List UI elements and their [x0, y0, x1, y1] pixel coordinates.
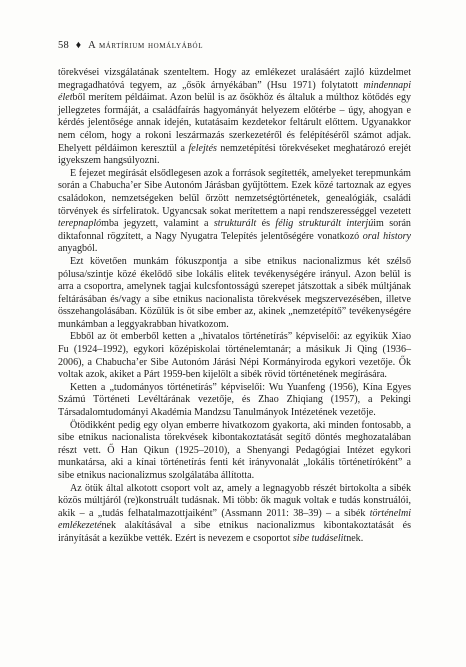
text-run: E fejezet megírását elsődlegesen azok a források segítették, amelyeket terepmunkám során a Chabucha’er Sibe Autonóm Járásban gyűjtöttem. Ezek közé tartoznak az egyes családokon, nemzetségeken belül őrzött nemzetségtörténetek, genealógiák, családi törvények és sírfeliratok. Ugyancsak sokat merítettem a napi rendszerességgel vezetett — [58, 167, 411, 217]
body-text — [58, 67, 411, 546]
text-run: Ezt követően munkám fókuszpontja a sibe etnikus nacionalizmus két szélső pólusa/szintje közé ékelődő sibe lokális elitek tevékenységére irányul. Azon belül is arra a csoportra, amelynek tagjai kulcsfontosságú szerepet játszottak a sibék múltjának feltárásában és/vagy a sibe etnikus nacionalista törekvések megszervezésében, illetve összehangolásában. Közülük is öt sibe ember az, akinek „nemzetépítő” tevékenységére munkámban a leggyakrabban hivatkozom. — [58, 255, 411, 330]
italic-text: sibe tudáselit — [292, 532, 347, 544]
text-run: és — [256, 218, 276, 230]
paragraph — [58, 420, 411, 483]
text-run: nek alakításával a sibe etnikus nacionalizmus kibontakoztatását és irányítását a kezükbe vették. Ezért is nevezem e csoportot — [58, 520, 411, 544]
italic-text: terepnapló — [58, 218, 102, 230]
running-title: A mártírium homályából — [88, 40, 204, 51]
text-run: Az ötük által alkotott csoport volt az, amely a legnagyobb részét birtokolta a sibék közös múltjáról (re)konstruált tudásnak. Mi több: ők maguk voltak e tudás konstruálói, akik – a „tudás felhatalmazottjaiként” (Assmann 2011: 38–39) – a sibék — [58, 482, 411, 519]
text-run: nemzetépítési törekvéseket meghatározó erejét igyekszem hangsúlyozni. — [58, 142, 411, 167]
paragraph — [58, 331, 411, 381]
text-run: anyagból. — [58, 243, 98, 255]
text-run: nek. — [346, 532, 364, 544]
text-run: mba jegyzett, valamint a — [101, 218, 214, 230]
paragraph — [58, 483, 411, 546]
text-run: ből merítem példáimat. Azon belül is az ősökhöz és általuk a múlthoz kötődés egy jellegzetes formáját, a családfaírás hagyományát helyezem előtérbe – úgy, ahogyan e kérdés jelentősége annak idején, kutatásaim kezdetekor feltárult előttem. Ugyanakkor nem célom, hogy a rokoni leszármazás szerkezetéről és felépítéséről számot adjak. Ehelyett példáimon keresztül a — [58, 92, 411, 154]
text-run: Ötödikként pedig egy olyan emberre hivatkozom gyakorta, aki minden fontosabb, a sibe etnikus nacionalista törekvések kibontakoztatását segítő döntés meghozatalában részt vett. Ő Han Qikun (1925–2010), a Shenyangi Pedagógiai Intézet egykori munkatársa, aki a kínai történetírás fenti két irányvonalát „lokális történetíróként” a sibe etnikus nacionalizmus szolgálatába állította. — [58, 419, 411, 481]
paragraph — [58, 168, 411, 256]
italic-text: történelmi emlékezeté — [58, 507, 411, 532]
running-header — [58, 40, 203, 51]
paragraph — [58, 256, 411, 332]
text-run: Ketten a „tudományos történetírás” képviselői: Wu Yuanfeng (1956), Kína Egyes Számú Történeti Levéltárának vezetője, és Zhao Zhiqiang (1957), a Pekingi Társadalomtudományi Akadémia Mandzsu Tanulmányok Intézetének vezetője. — [58, 381, 411, 419]
italic-text: strukturált — [213, 218, 257, 230]
paragraph — [58, 382, 411, 420]
paragraph — [58, 67, 411, 168]
text-run: im során diktafonnal rögzített, a Nagy Nyugatra Telepítés jelentőségére vonatkozó — [58, 218, 411, 242]
diamond-separator-icon: ♦ — [75, 40, 82, 51]
italic-text: mindennapi élet — [58, 79, 411, 104]
italic-text: felejtés — [188, 142, 217, 154]
page-number: 58 — [58, 40, 69, 51]
italic-text: félig strukturált interjú — [275, 218, 374, 230]
text-run: Ebből az öt emberből ketten a „hivatalos történetírás” képviselői: az egyikük Xiao Fu (1924–1992), egykori középiskolai történelemtanár; a másikuk Ji Qing (1936–2006), a Chabucha’er Sibe Autonóm Járási Népi Kormányiroda egykori vezetője. Ők voltak azok, akiket a Párt 1959-ben kijelölt a sibék rövid történetének megírására. — [58, 331, 411, 381]
italic-text: oral history — [362, 230, 412, 242]
text-run: törekvései vizsgálatának szenteltem. Hogy az emlékezet uralásáért zajló küzdelmet megragadhatóvá tegyem, az „ősök árnyékában” (Hsu 1971) folytatott — [58, 67, 411, 91]
